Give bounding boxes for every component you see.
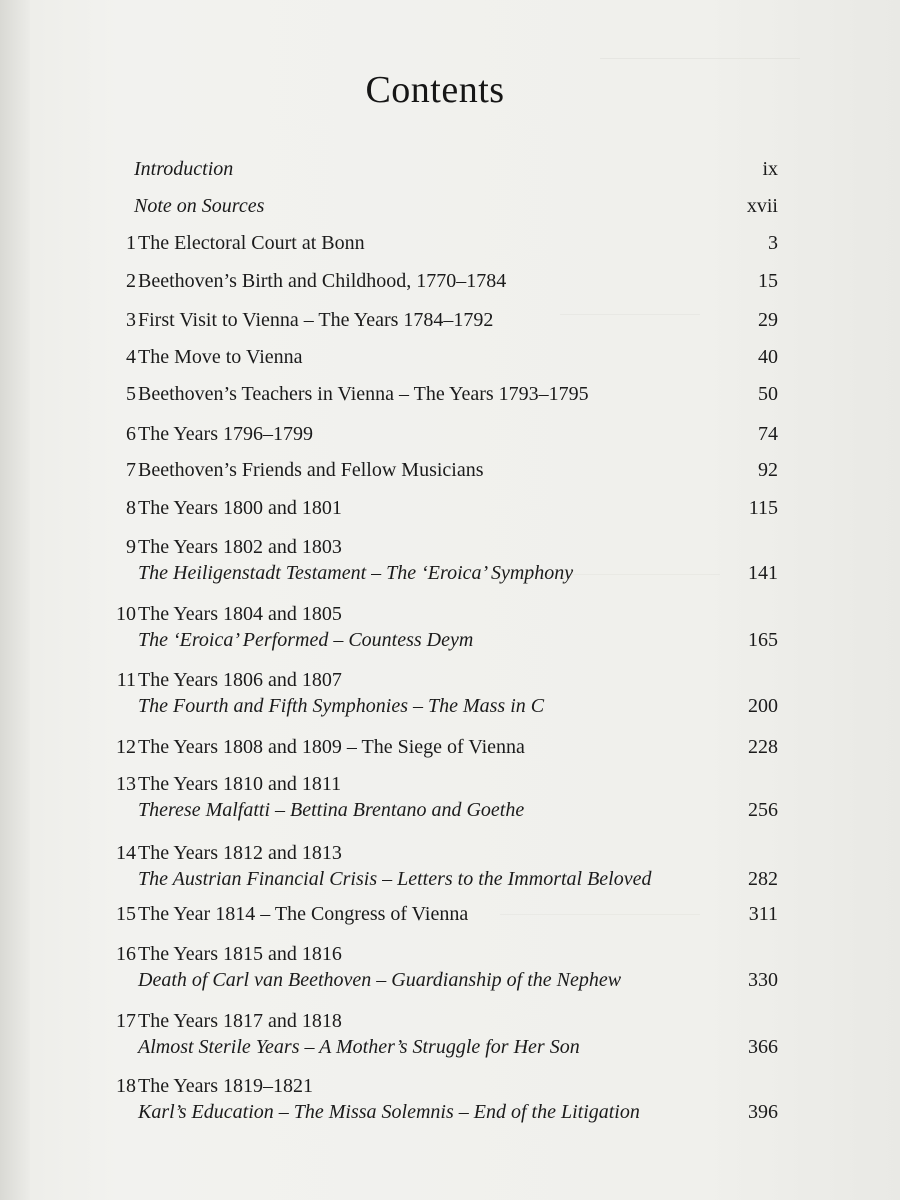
entry-page: 228	[748, 736, 778, 758]
toc-entry-chapter-13	[108, 772, 778, 824]
entry-title: Introduction	[134, 158, 234, 180]
chapter-title: The Years 1815 and 1816	[138, 943, 342, 965]
toc-entry-chapter-9	[108, 535, 778, 587]
chapter-number: 17	[116, 1010, 136, 1032]
toc-entry-chapter-8	[108, 496, 778, 522]
chapter-subtitle: The ‘Eroica’ Performed – Countess Deym	[138, 629, 474, 651]
chapter-subtitle: Karl’s Education – The Missa Solemnis – End of the Litigation	[138, 1101, 640, 1123]
toc-entry-chapter-3	[108, 308, 778, 334]
entry-page: ix	[762, 158, 778, 180]
toc-entry-chapter-18	[108, 1074, 778, 1126]
chapter-subtitle: Therese Malfatti – Bettina Brentano and Goethe	[138, 799, 525, 821]
chapter-subtitle: The Austrian Financial Crisis – Letters to the Immortal Beloved	[138, 868, 652, 890]
chapter-subtitle: The Fourth and Fifth Symphonies – The Mass in C	[138, 695, 545, 717]
entry-page: 200	[748, 695, 778, 717]
toc-entry-introduction	[108, 157, 778, 183]
entry-title: Note on Sources	[134, 195, 265, 217]
toc-entry-chapter-11	[108, 668, 778, 720]
chapter-subtitle: Death of Carl van Beethoven – Guardianship of the Nephew	[138, 969, 622, 991]
entry-page: 50	[758, 383, 778, 405]
toc-entry-chapter-2	[108, 269, 778, 295]
chapter-number: 14	[116, 842, 136, 864]
page-title: Contents	[365, 69, 505, 111]
chapter-number: 7	[126, 459, 136, 481]
chapter-title: The Years 1796–1799	[138, 423, 313, 445]
entry-page: 366	[748, 1036, 778, 1058]
toc-entry-chapter-7	[108, 458, 778, 484]
chapter-title: The Electoral Court at Bonn	[138, 232, 365, 254]
chapter-number: 6	[126, 423, 136, 445]
chapter-number: 11	[116, 669, 136, 691]
chapter-title: The Years 1806 and 1807	[138, 669, 342, 691]
entry-page: 3	[768, 232, 778, 254]
chapter-number: 5	[126, 383, 136, 405]
toc-entry-chapter-15	[108, 902, 778, 928]
chapter-title: The Years 1804 and 1805	[138, 603, 342, 625]
chapter-number: 15	[116, 903, 136, 925]
chapter-title: Beethoven’s Teachers in Vienna – The Years 1793–1795	[138, 383, 589, 405]
entry-page: 74	[758, 423, 778, 445]
chapter-title: The Years 1800 and 1801	[138, 497, 342, 519]
chapter-number: 8	[126, 497, 136, 519]
toc-entry-chapter-6	[108, 422, 778, 448]
toc-entry-chapter-1	[108, 231, 778, 257]
chapter-title: The Years 1802 and 1803	[138, 536, 342, 558]
toc-entry-chapter-17	[108, 1009, 778, 1061]
entry-page: 330	[748, 969, 778, 991]
entry-page: 141	[748, 562, 778, 584]
chapter-number: 10	[116, 603, 136, 625]
chapter-title: The Move to Vienna	[138, 346, 303, 368]
chapter-title: The Year 1814 – The Congress of Vienna	[138, 903, 469, 925]
toc-entry-chapter-12	[108, 735, 778, 761]
entry-page: 115	[748, 497, 778, 519]
chapter-title: Beethoven’s Birth and Childhood, 1770–1784	[138, 270, 507, 292]
toc-entry-chapter-10	[108, 602, 778, 654]
chapter-number: 18	[116, 1075, 136, 1097]
chapter-title: The Years 1808 and 1809 – The Siege of Vienna	[138, 736, 525, 758]
chapter-number: 9	[126, 536, 136, 558]
entry-page: 282	[748, 868, 778, 890]
toc-entry-chapter-4	[108, 345, 778, 371]
entry-page: 256	[748, 799, 778, 821]
toc-entry-chapter-16	[108, 942, 778, 994]
chapter-title: The Years 1810 and 1811	[138, 773, 342, 795]
chapter-number: 13	[116, 773, 136, 795]
chapter-title: The Years 1819–1821	[138, 1075, 313, 1097]
chapter-number: 1	[126, 232, 136, 254]
chapter-number: 12	[116, 736, 136, 758]
chapter-title: The Years 1812 and 1813	[138, 842, 342, 864]
chapter-subtitle: Almost Sterile Years – A Mother’s Struggle for Her Son	[138, 1036, 580, 1058]
entry-page: 311	[748, 903, 778, 925]
chapter-number: 3	[126, 309, 136, 331]
chapter-title: First Visit to Vienna – The Years 1784–1792	[138, 309, 494, 331]
toc-entry-chapter-5	[108, 382, 778, 408]
entry-page: xvii	[746, 195, 778, 217]
entry-page: 165	[748, 629, 778, 651]
entry-page: 92	[758, 459, 778, 481]
entry-page: 29	[758, 309, 778, 331]
chapter-number: 16	[116, 943, 136, 965]
toc-entry-note-on-sources	[108, 194, 778, 220]
toc-entry-chapter-14	[108, 841, 778, 893]
chapter-title: Beethoven’s Friends and Fellow Musicians	[138, 459, 484, 481]
entry-page: 396	[748, 1101, 778, 1123]
chapter-title: The Years 1817 and 1818	[138, 1010, 342, 1032]
entry-page: 40	[758, 346, 778, 368]
page-gutter-shadow	[0, 0, 30, 1200]
chapter-subtitle: The Heiligenstadt Testament – The ‘Eroica’ Symphony	[138, 562, 574, 584]
entry-page: 15	[758, 270, 778, 292]
chapter-number: 2	[126, 270, 136, 292]
chapter-number: 4	[126, 346, 136, 368]
